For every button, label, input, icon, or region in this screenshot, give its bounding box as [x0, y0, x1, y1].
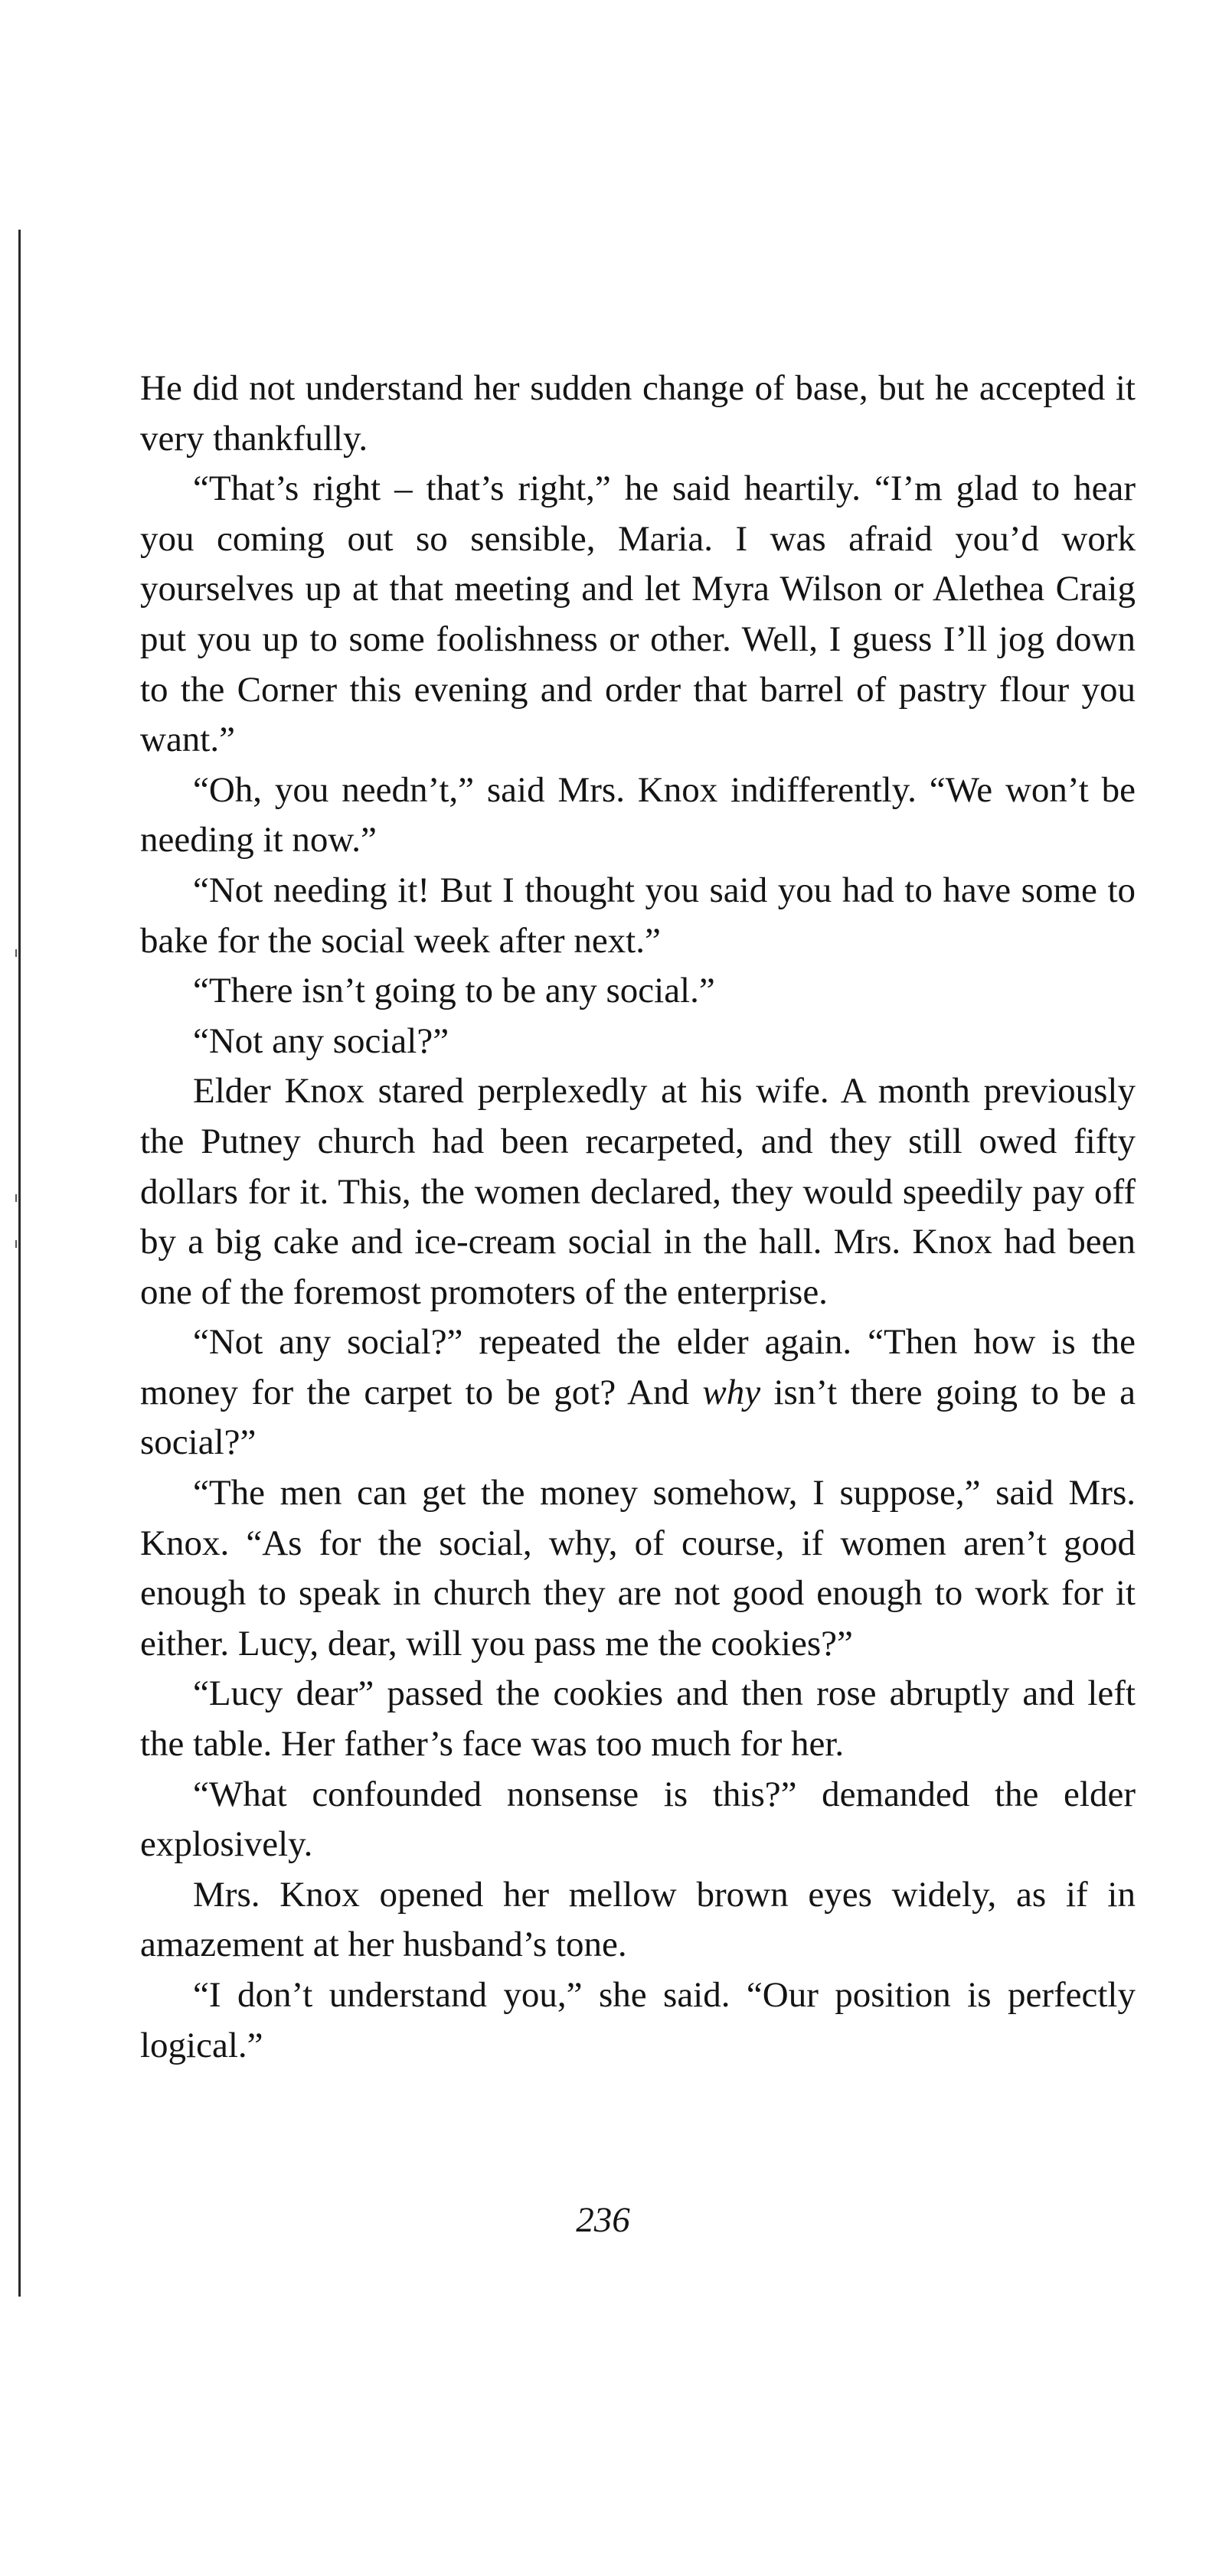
paragraph-text: “Not any social?” repeated the elder again. “Then how is the money for the carpet to be got? And	[140, 1322, 1136, 1412]
binding-edge-mark	[15, 949, 17, 957]
paragraph: “The men can get the money somehow, I suppose,” said Mrs. Knox. “As for the social, why, of course, if women aren’t good enough to speak in church they are not good enough to work for it either. Lucy, dear, will you pass me the cookies?”	[140, 1473, 1136, 1663]
binding-edge-mark	[15, 1240, 17, 1248]
paragraph: “I don’t understand you,” she said. “Our position is perfectly logical.”	[140, 1975, 1136, 2065]
page-number: 236	[576, 2200, 630, 2240]
paragraph: “What confounded nonsense is this?” demanded the elder explosively.	[140, 1774, 1136, 1865]
paragraph: “Not needing it! But I thought you said you had to have some to bake for the social week after next.”	[140, 870, 1136, 961]
paragraph: He did not understand her sudden change of base, but he accepted it very thankfully.	[140, 368, 1136, 459]
binding-edge-line	[18, 230, 21, 2297]
paragraph-text: isn’t there going to be a social?”	[140, 1372, 1136, 1463]
paragraph: “That’s right – that’s right,” he said heartily. “I’m glad to hear you coming out so sensible, Maria. I was afraid you’d work yourselves up at that meeting and let Myra Wilson or Alethea Craig put you up to some foolishness or other. Well, I guess I’ll jog down to the Corner this evening and order that barrel of pastry flour you want.”	[140, 469, 1136, 760]
paragraph	[140, 1317, 1136, 1468]
paragraph: Elder Knox stared perplexedly at his wife. A month previously the Putney church had been recarpeted, and they still owed fifty dollars for it. This, the women declared, they would speedily pay off by a big cake and ice-cream social in the hall. Mrs. Knox had been one of the foremost promoters of the enterprise.	[140, 1071, 1136, 1312]
binding-edge-mark	[15, 1194, 17, 1202]
emphasized-word: why	[702, 1372, 761, 1412]
paragraph: Mrs. Knox opened her mellow brown eyes widely, as if in amazement at her husband’s tone.	[140, 1874, 1136, 1965]
paragraph: “There isn’t going to be any social.”	[193, 971, 715, 1011]
paragraph: “Not any social?”	[193, 1020, 449, 1061]
body-text	[140, 364, 1136, 2071]
paragraph: “Oh, you needn’t,” said Mrs. Knox indifferently. “We won’t be needing it now.”	[140, 769, 1136, 860]
paragraph: “Lucy dear” passed the cookies and then rose abruptly and left the table. Her father’s face was too much for her.	[140, 1673, 1136, 1765]
